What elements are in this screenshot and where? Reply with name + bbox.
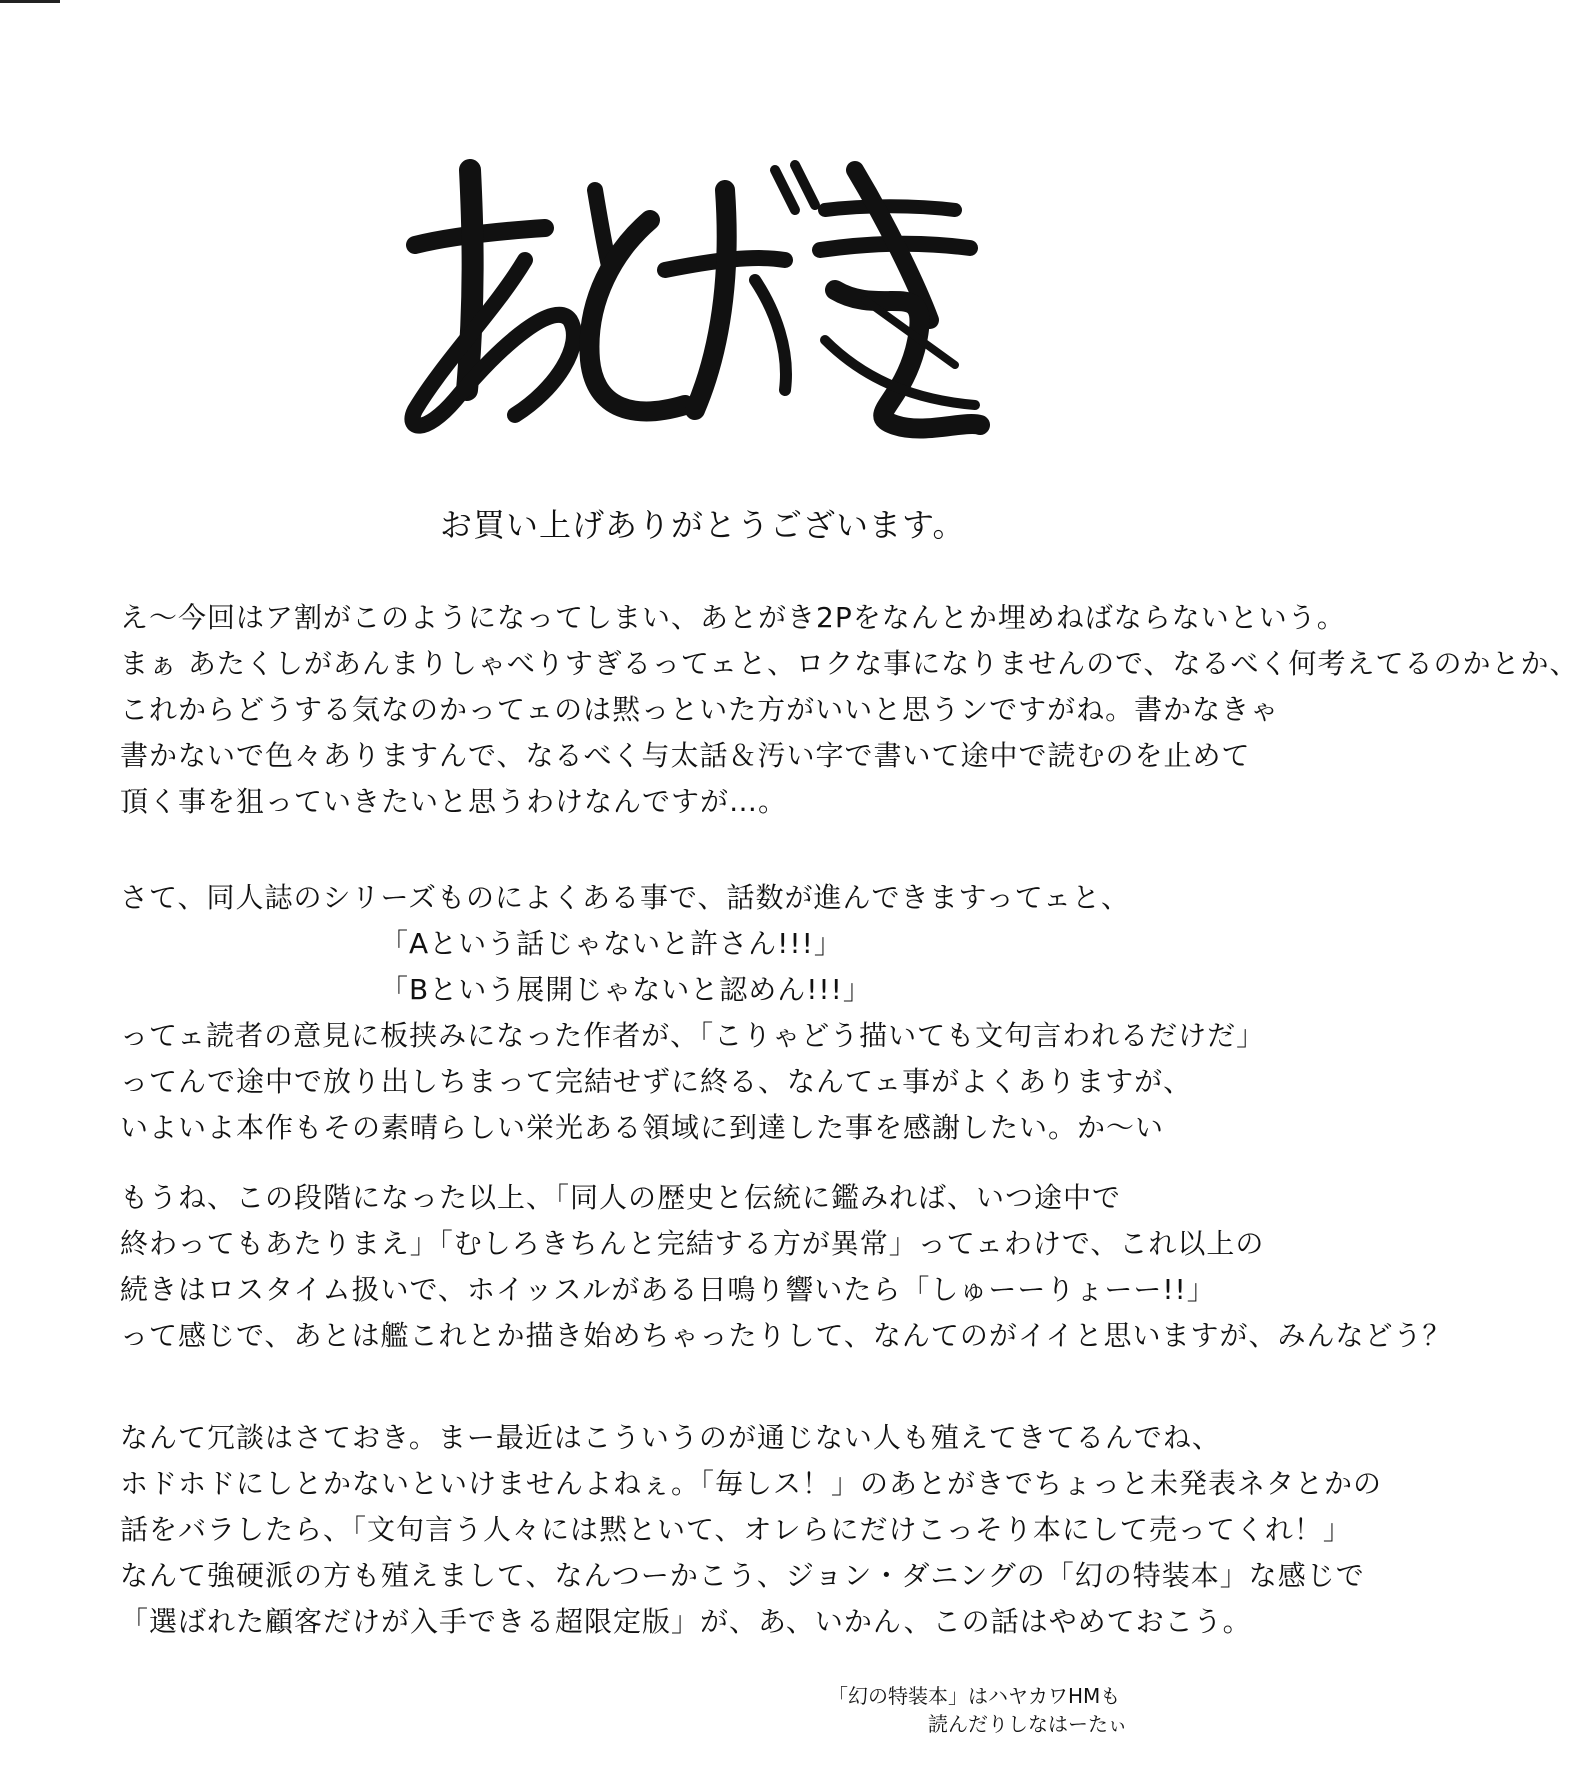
text-line: なんて強硬派の方も殖えまして、なんつーかこう、ジョン・ダニングの「幻の特装本」な感じで [120, 1559, 1365, 1592]
text-line: これからどうする気なのかってェのは黙っといた方がいいと思うンですがね。書かなきゃ [120, 693, 1280, 726]
text-line: なんて冗談はさておき。まー最近はこういうのが通じない人も殖えてきてるんでね、 [120, 1421, 1221, 1454]
text-line: 「選ばれた顧客だけが入手できる超限定版」が、あ、いかん、この話はやめておこう。 [120, 1605, 1252, 1638]
text-line: 終わってもあたりまえ」「むしろきちんと完結する方が異常」ってェわけで、これ以上の [120, 1227, 1265, 1260]
footnote-line-1: 「幻の特装本」はハヤカワHMも [828, 1684, 1121, 1708]
paragraph-4 [120, 1415, 1383, 1645]
paragraph-2 [120, 875, 1266, 1151]
text-line: ホドホドにしとかないといけませんよねぇ。「毎しス！」のあとがきでちょっと未発表ネタとかの [120, 1467, 1383, 1500]
greeting-line: お買い上げありがとうございます。 [440, 506, 966, 544]
text-line: ってんで途中で放り出しちまって完結せずに終る、なんてェ事がよくありますが、 [120, 1065, 1193, 1098]
footnote [828, 1682, 1128, 1738]
footnote-line-2: 読んだりしなはーたぃ [928, 1712, 1128, 1736]
paragraph-1 [120, 595, 1579, 825]
text-line: って感じで、あとは艦これとか描き始めちゃったりして、なんてのがイイと思いますが、みんなどう？ [120, 1319, 1452, 1352]
brush-calligraphy [395, 150, 985, 450]
text-line: 書かないで色々ありますんで、なるべく与太話＆汚い字で書いて途中で読むのを止めて [120, 739, 1251, 772]
text-line: もうね、この段階になった以上、「同人の歴史と伝統に鑑みれば、いつ途中で [120, 1181, 1122, 1214]
text-line: 頂く事を狙っていきたいと思うわけなんですが…。 [120, 785, 788, 818]
quote-line: 「Aという話じゃないと許さん!!!」 [380, 927, 843, 960]
text-line: さて、同人誌のシリーズものによくある事で、話数が進んできますってェと、 [120, 881, 1130, 914]
text-line: ってェ読者の意見に板挟みになった作者が、「こりゃどう描いても文句言われるだけだ」 [120, 1019, 1266, 1052]
text-line: いよいよ本作もその素晴らしい栄光ある領域に到達した事を感謝したい。か～い [120, 1111, 1165, 1144]
brush-title [395, 150, 985, 450]
paragraph-3 [120, 1175, 1452, 1359]
scan-edge-mark [0, 0, 60, 3]
text-line: まぁ あたくしがあんまりしゃべりすぎるってェと、ロクな事になりませんので、なるべく何考えてるのかとか、 [120, 647, 1579, 680]
text-line: 話をバラしたら、「文句言う人々には黙といて、オレらにだけこっそり本にして売ってくれ！」 [120, 1513, 1352, 1546]
text-line: 続きはロスタイム扱いで、ホイッスルがある日鳴り響いたら「しゅーーりょーー!!」 [120, 1273, 1216, 1306]
text-line: え～今回はア割がこのようになってしまい、あとがき2Pをなんとか埋めねばならないという。 [120, 601, 1346, 634]
quote-line: 「Bという展開じゃないと認めん!!!」 [380, 973, 872, 1006]
